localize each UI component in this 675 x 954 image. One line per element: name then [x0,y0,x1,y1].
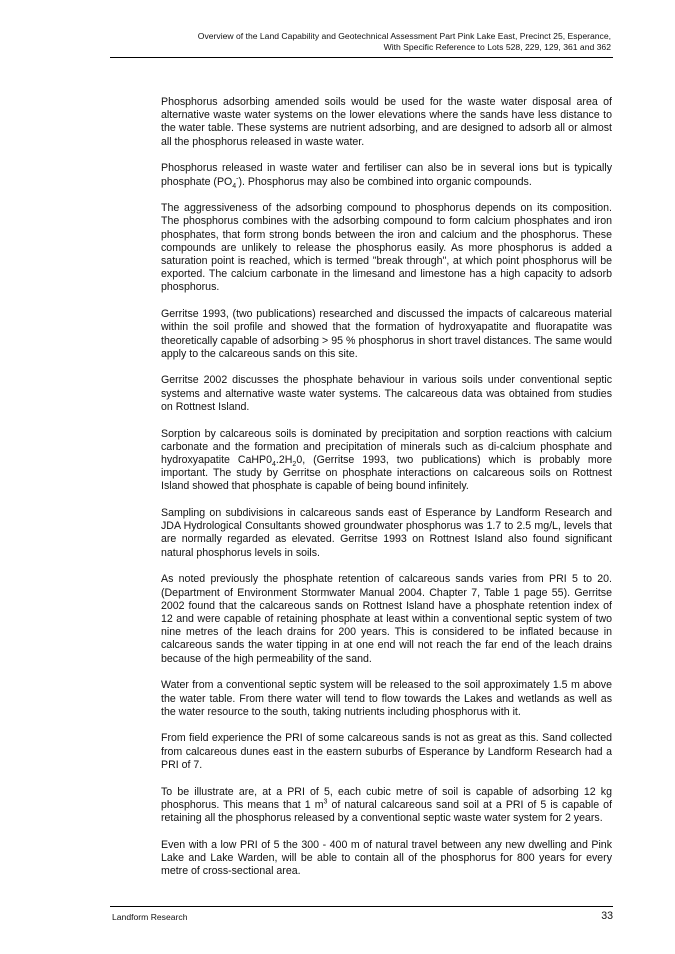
paragraph-2-subscript: 4 [232,182,237,190]
paragraph-11 [161,786,612,826]
paragraph-2-text-a: Phosphorus released in waste water and fertiliser can also be in several ions but is typically phosphate (PO [161,162,612,188]
paragraph-7: Sampling on subdivisions in calcareous sands east of Esperance by Landform Research and JDA Hydrological Consultants showed groundwater phosphorus was 1.7 to 2.5 mg/L, levels that are normally regarded as elevated. Gerritse 1993 on Rottnest Island also found significant natural phosphorus levels in soils. [161,507,612,559]
paragraph-2 [161,162,612,188]
header-divider [110,57,613,58]
paragraph-6-text-c: 0, (Gerritse 1993, two publications) which is probably more important. The study by Gerritse on phosphate interactions on calcareous soils on Rottnest Island showed that phosphate is capable of being bound infinitely. [161,453,613,493]
page-number: 33 [601,910,613,922]
paragraph-3: The aggressiveness of the adsorbing compound to phosphorus depends on its composition. The phosphorus combines with the adsorbing compound to form calcium phosphates and iron phosphates, that form strong bonds between the iron and calcium and the phosphorus. These compounds are unlikely to release the phosphorus easily. As more phosphorus is added a saturation point is reached, which is termed "break through", at which point phosphorus will be exported. The calcium carbonate in the limesand and limestone has a high capacity to adsorb phosphorus. [161,202,612,294]
footer-divider [110,906,613,907]
paragraph-5: Gerritse 2002 discusses the phosphate behaviour in various soils under conventional septic systems and alternative waste water systems. The calcareous data was obtained from studies on Rottnest Island. [161,374,612,413]
body-text [161,96,612,892]
page-header [91,31,611,53]
paragraph-12: Even with a low PRI of 5 the 300 - 400 m of natural travel between any new dwelling and Pink Lake and Lake Warden, will be able to contain all of the phosphorus for 800 years for every metre of cross-sectional area. [161,838,612,878]
paragraph-11-text-b: of natural calcareous sand soil at a PRI of 5 is capable of retaining all the phosphorus released by a conventional septic waste water system for 2 years. [161,798,613,824]
paragraph-4: Gerritse 1993, (two publications) researched and discussed the impacts of calcareous material within the soil profile and showed that the formation of hydroxyapatite and fluorapatite was theoretically capable of adsorbing > 95 % phosphorus in short travel distances. The same would apply to the calcareous sands on this site. [161,308,612,360]
header-line-1: Overview of the Land Capability and Geotechnical Assessment Part Pink Lake East, Precinct 25, Esperance, [197,31,611,41]
paragraph-9: Water from a conventional septic system will be released to the soil approximately 1.5 m above the water table. From there water will tend to flow towards the Lakes and wetlands as well as the water resource to the south, taking nutrients including phosphorus with it. [161,679,612,718]
paragraph-6-text-a: Sorption by calcareous soils is dominated by precipitation and sorption reactions with calcium carbonate and the formation and precipitation of minerals such as di-calcium phosphate and hydroxyapatite CaHP0 [161,427,612,466]
paragraph-6 [161,428,612,494]
paragraph-6-subscript-2: 2 [292,461,297,469]
paragraph-10: From field experience the PRI of some calcareous sands is not as great as this. Sand collected from calcareous dunes east in the eastern suburbs of Esperance by Landform Research had a PRI of 7. [161,732,612,771]
paragraph-1: Phosphorus adsorbing amended soils would be used for the waste water disposal area of alternative waste water systems on the lower elevations where the sands have less distance to the water table. These systems are nutrient adsorbing, and are designed to adsorb all or almost all the phosphorus released in waste water. [161,96,612,148]
header-line-2: With Specific Reference to Lots 528, 229, 129, 361 and 362 [383,42,611,52]
paragraph-6-text-b: .2H [275,453,293,466]
paragraph-11-text-a: To be illustrate are, at a PRI of 5, each cubic metre of soil is capable of adsorbing 12 kg phosphorus. This means that 1 m [161,785,612,811]
paragraph-6-subscript-1: 4 [272,461,276,469]
paragraph-2-superscript: - [236,174,239,182]
paragraph-8: As noted previously the phosphate retention of calcareous sands varies from PRI 5 to 20. (Department of Environment Stormwater Manual 2004. Chapter 7, Table 1 page 55). Gerritse 2002 found that the calcareous sands on Rottnest Island have a phosphate retention index of 12 and were capable of retaining phosphate at least within a conventional septic system of two nine metres of the leach drains for 200 years. This is considered to be inflated because in calcareous sands the water tipping in at one end will not reach the far end of the leach drains because of the high permeability of the sand. [161,573,612,665]
paragraph-11-superscript: 3 [323,798,328,806]
footer-organization: Landform Research [112,912,188,922]
paragraph-2-text-b: ). Phosphorus may also be combined into organic compounds. [238,175,532,188]
